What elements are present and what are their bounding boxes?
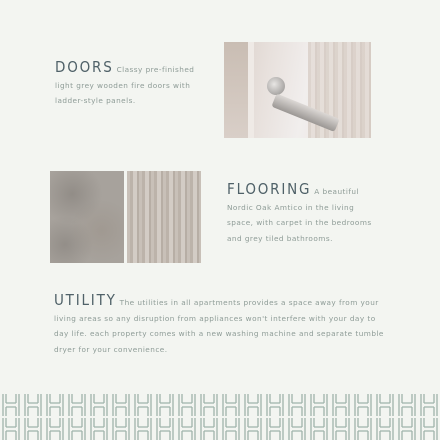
utility-section xyxy=(54,293,390,357)
utility-description: The utilities in all apartments provides a space away from your living areas so any disruption from appliances won't interfere with your day to day life. each property comes with a new washing machine and separate tumble dryer for your convenience. xyxy=(54,298,384,354)
flooring-section xyxy=(227,182,377,246)
flooring-description: A beautiful Nordic Oak Amtico in the living space, with carpet in the bedrooms and grey tiled bathrooms. xyxy=(227,187,372,243)
doors-section xyxy=(55,60,210,109)
grey-tile-swatch xyxy=(50,171,124,263)
oak-flooring-swatch xyxy=(127,171,201,263)
utility-heading: UTILITY xyxy=(54,291,117,309)
flooring-heading: FLOORING xyxy=(227,180,312,198)
doors-description: Classy pre-finished light grey wooden fire doors with ladder-style panels. xyxy=(55,65,195,105)
h-lattice-pattern xyxy=(0,393,440,440)
door-handle-photo xyxy=(224,42,371,138)
decorative-pattern-band xyxy=(0,393,440,440)
doors-heading: DOORS xyxy=(55,58,114,76)
